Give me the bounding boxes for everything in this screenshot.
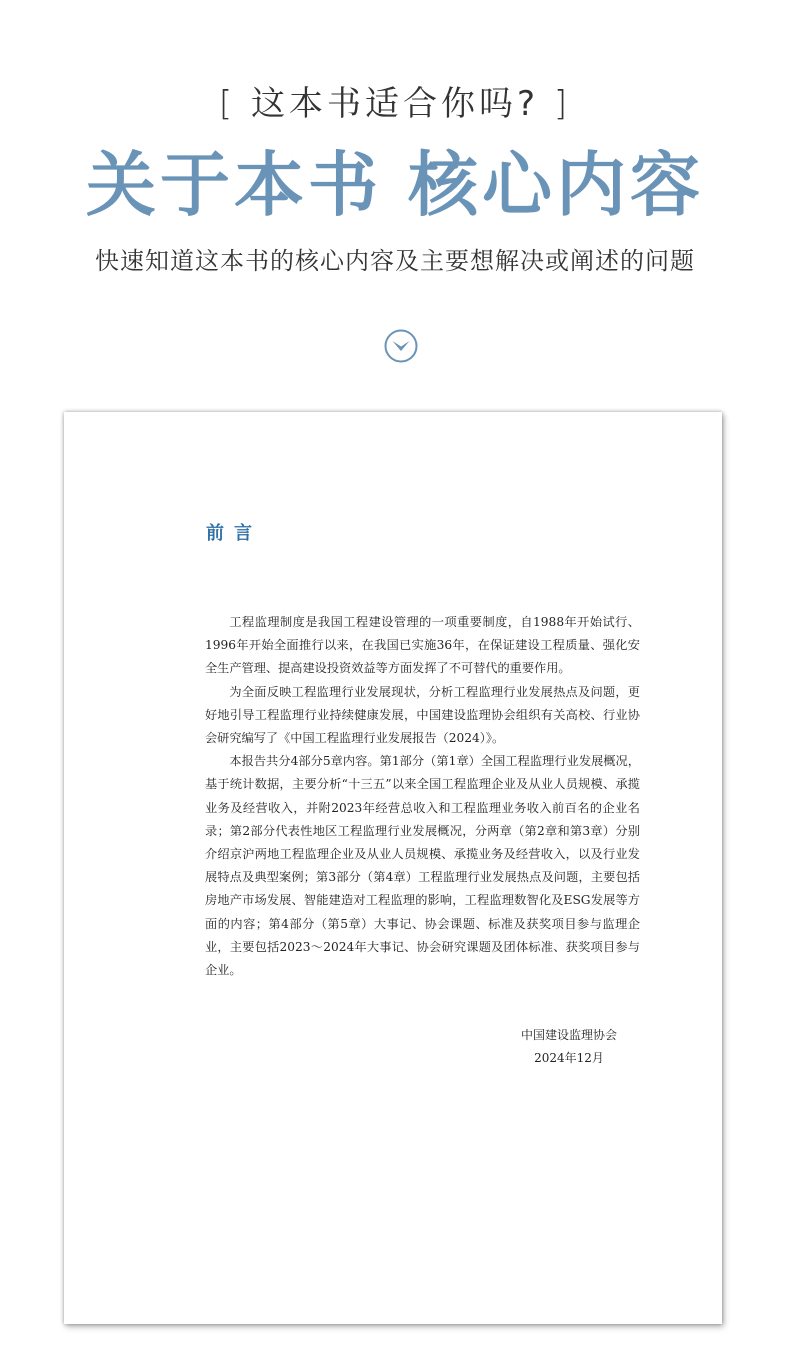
signature-org: 中国建设监理协会 (520, 1028, 617, 1042)
preface-paragraph: 本报告共分4部分5章内容。第1部分（第1章）全国工程监理行业发展概况，基于统计数据，主要分析“十三五”以来全国工程监理企业及从业人员规模、承揽业务及经营收入，并附2023年经营总收入和工程监理业务收入前百名的企业名录；第2部分代表性地区工程监理行业发展概况，分两章（第2章和第3章）分别介绍京沪两地工程监理企业及从业人员规模、承揽业务及经营收入，以及行业发展特点及典型案例；第3部分（第4章）工程监理行业发展热点及问题，主要包括房地产市场发展、智能建造对工程监理的影响，工程监理数智化及ESG发展等方面的内容；第4部分（第5章）大事记、协会课题、标准及获奖项目参与监理企业，主要包括2023～2024年大事记、协会研究课题及团体标准、获奖项目参与企业。 (205, 754, 640, 978)
chevron-down-circle-icon (384, 329, 418, 363)
preface-body (205, 611, 640, 982)
book-page-preview (64, 412, 722, 1324)
signature-date: 2024年12月 (534, 1051, 604, 1065)
preface-paragraph: 为全面反映工程监理行业发展现状，分析工程监理行业发展热点及问题，更好地引导工程监理行业持续健康发展，中国建设监理协会组织有关高校、行业协会研究编写了《中国工程监理行业发展报告（2024）》。 (205, 684, 640, 746)
section-title-part2: 核心内容 (408, 143, 704, 226)
preface-paragraph: 工程监理制度是我国工程建设管理的一项重要制度，自1988年开始试行、1996年开始全面推行以来，在我国已实施36年，在保证建设工程质量、强化安全生产管理、提高建设投资效益等方面发挥了不可替代的重要作用。 (205, 615, 640, 676)
section-title-part1: 关于本书 (86, 143, 382, 226)
signature-block (494, 1024, 644, 1070)
question-line (0, 84, 790, 124)
intro-header (0, 0, 790, 400)
question-text: 这本书适合你吗? (250, 84, 540, 124)
section-title (0, 140, 790, 230)
preface-title: 前言 (206, 523, 262, 544)
bracket-open: [ (218, 84, 237, 124)
section-subtitle: 快速知道这本书的核心内容及主要想解决或阐述的问题 (95, 247, 695, 275)
bracket-close: ] (553, 84, 572, 124)
